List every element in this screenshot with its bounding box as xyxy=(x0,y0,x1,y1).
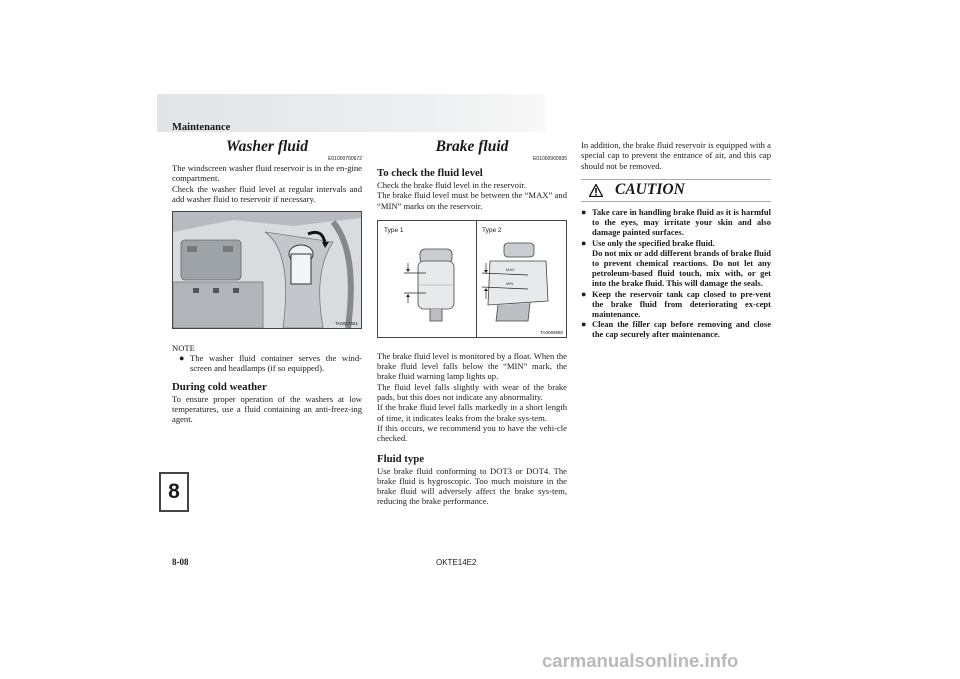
cold-weather-text: To ensure proper operation of the washers at low temperatures, use a fluid containing an anti-freez-ing agent. xyxy=(172,393,362,425)
caution-column xyxy=(581,140,771,340)
document-code: OKTE14E2 xyxy=(436,558,477,567)
washer-fluid-title: Washer fluid xyxy=(226,138,308,155)
page-number: 8-08 xyxy=(172,557,189,567)
cold-weather-heading: During cold weather xyxy=(172,380,267,393)
caution-item-continuation xyxy=(581,248,771,289)
bullet-icon: ● xyxy=(581,237,587,248)
caution-item-text: Use only the specified brake fluid. xyxy=(592,237,715,248)
brake-figure-code: TA0069980 xyxy=(540,329,563,335)
brake-fluid-title: Brake fluid xyxy=(435,138,509,155)
caution-item xyxy=(581,238,771,248)
type-2-label: Type 2 xyxy=(482,226,502,234)
caution-item-text: Clean the filler cap before removing and close the cap securely after maintenance. xyxy=(592,319,771,340)
bullet-icon: ● xyxy=(581,206,587,217)
level-para-3: If the brake fluid level falls markedly in a short length of time, it indicates leaks from the brake sys-tem. xyxy=(377,402,567,423)
caution-item xyxy=(581,319,771,339)
note-list xyxy=(172,353,362,374)
caution-item xyxy=(581,289,771,320)
min-mark-label: MIN xyxy=(506,280,514,286)
bullet-icon: ● xyxy=(179,353,185,364)
brake-fluid-column xyxy=(377,138,567,507)
caution-list xyxy=(581,207,771,340)
washer-fluid-code: E01000700672 xyxy=(328,156,362,162)
washer-para-2: Check the washer fluid level at regular intervals and add washer fluid to reservoir if necessary. xyxy=(172,183,362,204)
note-title: NOTE xyxy=(172,343,195,354)
brake-reservoir-illustration xyxy=(378,221,566,337)
caution-item-text: Do not mix or add different brands of brake fluid to prevent chemical reactions. Do not let any petroleum-based fluid touch, mix with, or get into the brake fluid. This will damage the seals. xyxy=(592,247,771,289)
fluid-type-heading: Fluid type xyxy=(377,452,425,465)
watermark: carmanualsonline.info xyxy=(542,650,739,671)
caution-item xyxy=(581,207,771,238)
caution-item-text: Take care in handling brake fluid as it is harmful to the eyes, may irritate your skin and also damage painted surfaces. xyxy=(592,206,771,238)
washer-figure-code: TA0917551 xyxy=(335,321,358,327)
caution-item-text: Keep the reservoir tank cap closed to pre-vent the brake fluid from deteriorating ex-cept maintenance. xyxy=(592,288,771,319)
check-para-2: The brake fluid level must be between the “MAX” and “MIN” marks on the reservoir. xyxy=(377,190,567,211)
check-level-heading: To check the fluid level xyxy=(377,167,483,179)
caution-title: CAUTION xyxy=(615,181,685,199)
fluid-type-text: Use brake fluid conforming to DOT3 or DOT4. The brake fluid is hygroscopic. Too much moisture in the brake fluid will adversely affect the brake sys-tem, reducing the brake performance. xyxy=(377,465,567,507)
brake-fluid-code: E01000900935 xyxy=(533,156,567,162)
level-para-4: If this occurs, we recommend you to have the vehi-cle checked. xyxy=(377,422,567,444)
brake-reservoir-figure xyxy=(377,220,567,338)
bullet-icon: ● xyxy=(581,288,587,299)
type-1-label: Type 1 xyxy=(384,226,404,234)
warning-triangle-icon xyxy=(589,184,603,197)
section-label: Maintenance xyxy=(172,122,231,133)
caution-header xyxy=(581,179,771,202)
level-para-2: The fluid level falls slightly with wear of the brake pads, but this does not indicate any abnormality. xyxy=(377,381,567,403)
bullet-icon: ● xyxy=(581,319,587,330)
washer-reservoir-figure xyxy=(172,211,362,329)
note-item-text: The washer fluid container serves the wind-screen and headlamps (if so equipped). xyxy=(190,353,362,374)
chapter-tab: 8 xyxy=(159,472,189,512)
washer-para-1: The windscreen washer fluid reservoir is in the en-gine compartment. xyxy=(172,163,362,184)
max-mark-label: MAX xyxy=(506,266,515,272)
note-item xyxy=(179,353,362,374)
check-para-1: Check the brake fluid level in the reservoir. xyxy=(377,180,526,190)
washer-fluid-column xyxy=(172,138,362,425)
engine-bay-illustration xyxy=(173,212,361,328)
cap-intro-text: In addition, the brake fluid reservoir is equipped with a special cap to prevent the entrance of air, and this cap should not be removed. xyxy=(581,140,771,171)
level-para-1: The brake fluid level is monitored by a float. When the brake fluid level falls below the “MIN” mark, the brake fluid warning lamp lights up. xyxy=(377,350,567,382)
